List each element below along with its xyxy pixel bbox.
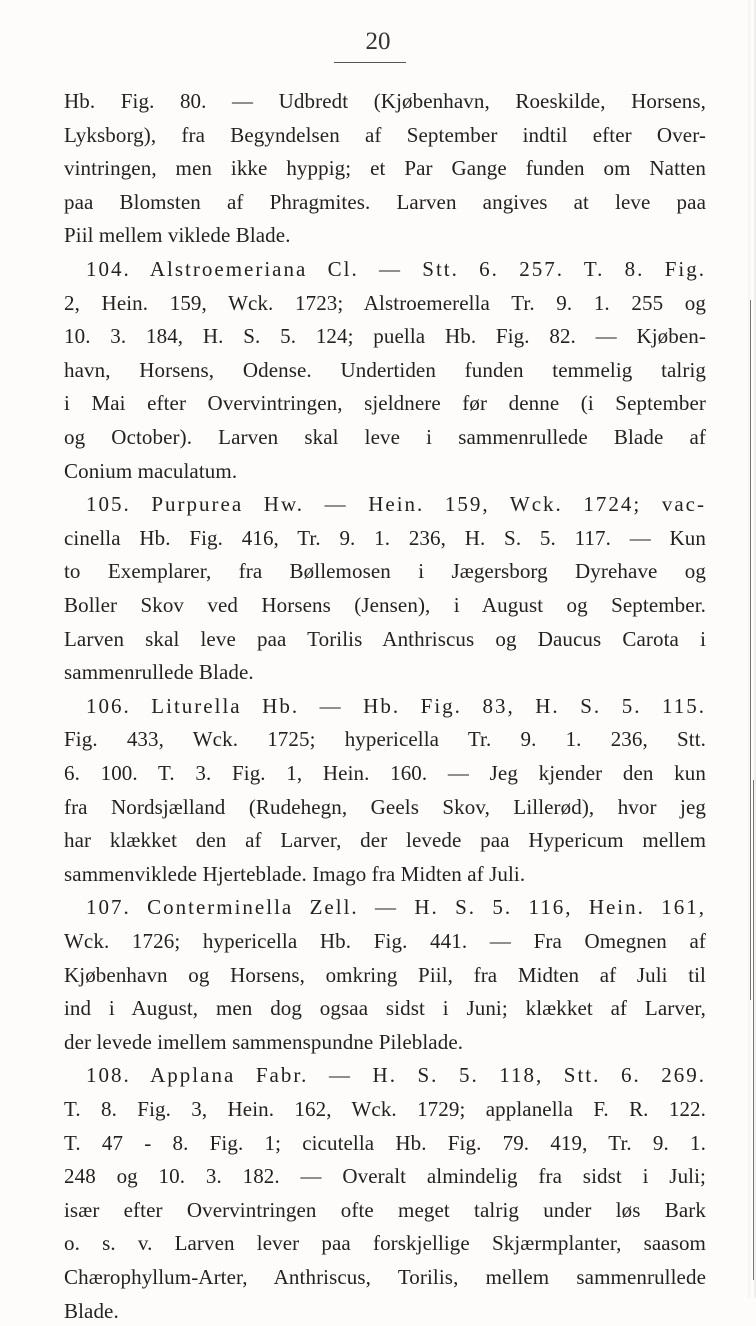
page-number-rule	[334, 62, 406, 63]
text-line: vintringen, men ikke hyppig; et Par Gange funden om Natten	[64, 156, 706, 181]
text-line: Piil mellem viklede Blade.	[64, 223, 291, 248]
text-line: sammenrullede Blade.	[64, 660, 254, 685]
text-line: o. s. v. Larven lever paa forskjellige Skjærmplanter, saasom	[64, 1231, 706, 1256]
text-line: der levede imellem sammenspundne Pileblade.	[64, 1029, 464, 1054]
text-line: ind i August, men dog ogsaa sidst i Juni; klækket af Larver,	[64, 996, 706, 1021]
text-line: sammenviklede Hjerteblade. Imago fra Midten af Juli.	[64, 861, 526, 886]
text-line: havn, Horsens, Odense. Undertiden funden temmelig talrig	[64, 357, 706, 382]
text-line: Wck. 1726; hypericella Hb. Fig. 441. — Fra Omegnen af	[64, 929, 706, 953]
text-line: Kjøbenhavn og Horsens, omkring Piil, fra Midten af Juli til	[64, 962, 706, 987]
text-line: Hb. Fig. 80. — Udbredt (Kjøbenhavn, Roeskilde, Horsens,	[64, 89, 706, 113]
text-line: især efter Overvintringen ofte meget talrig under løs Bark	[64, 1197, 706, 1222]
text-line: 10. 3. 184, H. S. 5. 124; puella Hb. Fig. 82. — Kjøben-	[64, 324, 706, 349]
text-line: 248 og 10. 3. 182. — Overalt almindelig fra sidst i Juli;	[64, 1164, 706, 1189]
text-line: 6. 100. T. 3. Fig. 1, Hein. 160. — Jeg kjender den kun	[64, 761, 706, 785]
text-line: og October). Larven skal leve i sammenrullede Blade af	[64, 425, 706, 449]
text-line: Conium maculatum.	[64, 458, 238, 483]
text-line: har klækket den af Larver, der levede paa Hypericum mellem	[64, 828, 706, 853]
entry-heading-106: 106. Liturella Hb. — Hb. Fig. 83, H. S. 5. 115.	[86, 693, 706, 718]
text-line: cinella Hb. Fig. 416, Tr. 9. 1. 236, H. S. 5. 117. — Kun	[64, 525, 706, 550]
text-line: Chærophyllum-Arter, Anthriscus, Torilis, mellem sammenrullede	[64, 1265, 706, 1289]
text-line: paa Blomsten af Phragmites. Larven angives at leve paa	[64, 189, 706, 214]
entry-heading-107: 107. Conterminella Zell. — H. S. 5. 116, Hein. 161,	[86, 895, 706, 920]
text-line: fra Nordsjælland (Rudehegn, Geels Skov, Lillerød), hvor jeg	[64, 794, 706, 819]
text-line: T. 47 - 8. Fig. 1; cicutella Hb. Fig. 79. 419, Tr. 9. 1.	[64, 1130, 706, 1155]
text-line: to Exemplarer, fra Bøllemosen i Jægersborg Dyrehave og	[64, 559, 706, 584]
entry-heading-104: 104. Alstroemeriana Cl. — Stt. 6. 257. T. 8. Fig.	[86, 257, 706, 281]
page-edge-line	[750, 300, 751, 1000]
text-line: Larven skal leve paa Torilis Anthriscus og Daucus Carota i	[64, 626, 706, 651]
text-line: Fig. 433, Wck. 1725; hypericella Tr. 9. 1. 236, Stt.	[64, 727, 706, 752]
text-line: Lyksborg), fra Begyndelsen af September indtil efter Over-	[64, 122, 706, 147]
text-line: i Mai efter Overvintringen, sjeldnere før denne (i September	[64, 391, 706, 416]
entry-heading-108: 108. Applana Fabr. — H. S. 5. 118, Stt. 6. 269.	[86, 1063, 706, 1088]
page-edge-line	[753, 780, 754, 1280]
text-line: T. 8. Fig. 3, Hein. 162, Wck. 1729; applanella F. R. 122.	[64, 1097, 706, 1121]
text-line: 2, Hein. 159, Wck. 1723; Alstroemerella Tr. 9. 1. 255 og	[64, 290, 706, 315]
text-line: Boller Skov ved Horsens (Jensen), i August og September.	[64, 593, 706, 617]
page-number: 20	[365, 28, 391, 55]
entry-heading-105: 105. Purpurea Hw. — Hein. 159, Wck. 1724; vac-	[86, 492, 706, 517]
text-line: Blade.	[64, 1298, 119, 1323]
